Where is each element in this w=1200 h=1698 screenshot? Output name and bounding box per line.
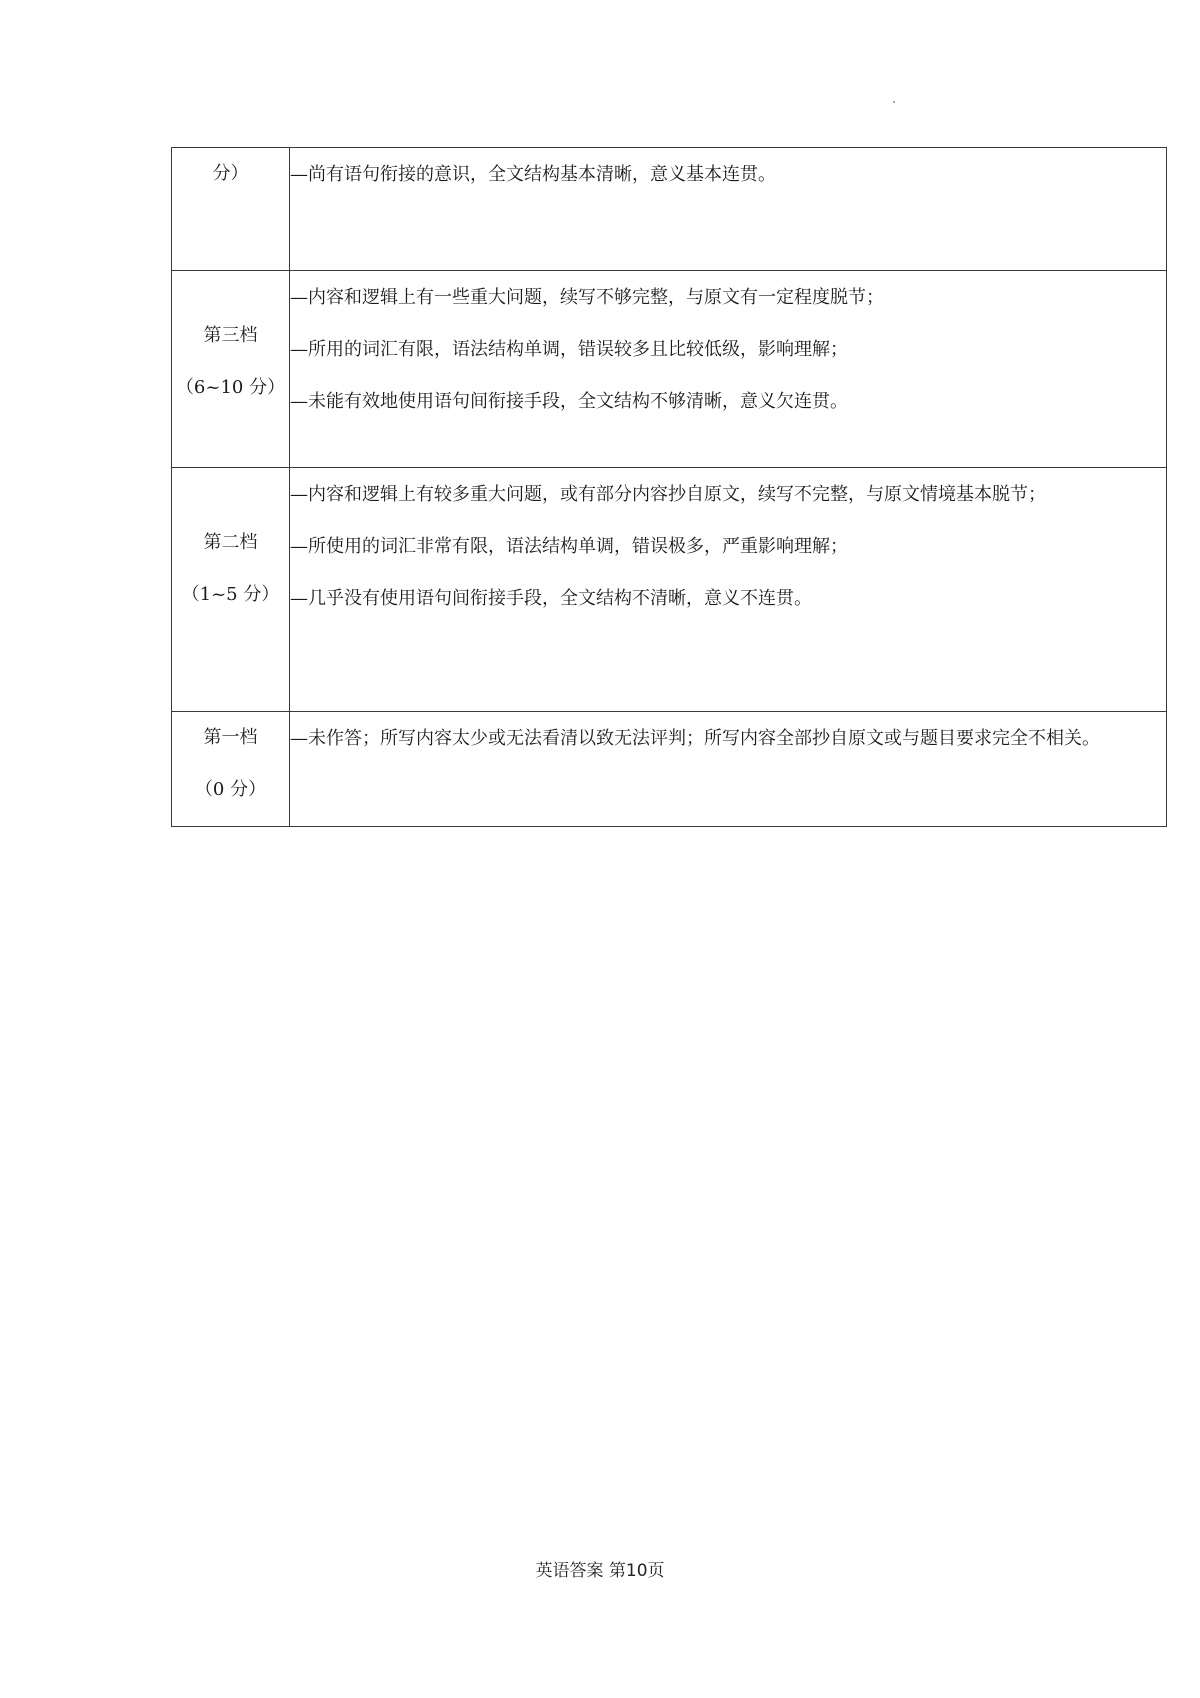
level-score-range: （1~5 分） [181,584,280,605]
criterion-text: —几乎没有使用语句间衔接手段，全文结构不清晰，意义不连贯。 [290,588,812,609]
level-label: 第一档 [203,727,258,748]
level-score-range: （0 分） [194,779,267,800]
level-cell [172,468,290,712]
rubric-row [172,271,1167,468]
description-cell [290,271,1167,468]
scan-mark [893,101,895,103]
criterion-text: —未作答；所写内容太少或无法看清以致无法评判；所写内容全部抄自原文或与题目要求完全不相关。 [290,728,1100,749]
level-label: 第三档 [203,325,258,346]
criterion-text: —尚有语句衔接的意识，全文结构基本清晰，意义基本连贯。 [290,164,776,185]
level-cell [172,271,290,468]
rubric-row [172,148,1167,271]
rubric-row [172,468,1167,712]
description-cell [290,148,1167,271]
criterion-text: —内容和逻辑上有较多重大问题，或有部分内容抄自原文，续写不完整，与原文情境基本脱节； [290,484,1046,505]
level-cell [172,712,290,827]
description-cell [290,712,1167,827]
level-label: 第二档 [203,532,258,553]
rubric-row [172,712,1167,827]
level-score-range: （6~10 分） [175,377,286,398]
criterion-text: —所使用的词汇非常有限，语法结构单调，错误极多，严重影响理解； [290,536,848,557]
level-label: 分） [212,163,249,184]
level-cell [172,148,290,271]
description-cell [290,468,1167,712]
criterion-text: —所用的词汇有限，语法结构单调，错误较多且比较低级，影响理解； [290,339,848,360]
criterion-text: —内容和逻辑上有一些重大问题，续写不够完整，与原文有一定程度脱节； [290,287,884,308]
criterion-text: —未能有效地使用语句间衔接手段，全文结构不够清晰，意义欠连贯。 [290,391,848,412]
page-footer: 英语答案 第10页 [535,1561,665,1581]
scoring-rubric-table [171,147,1167,827]
